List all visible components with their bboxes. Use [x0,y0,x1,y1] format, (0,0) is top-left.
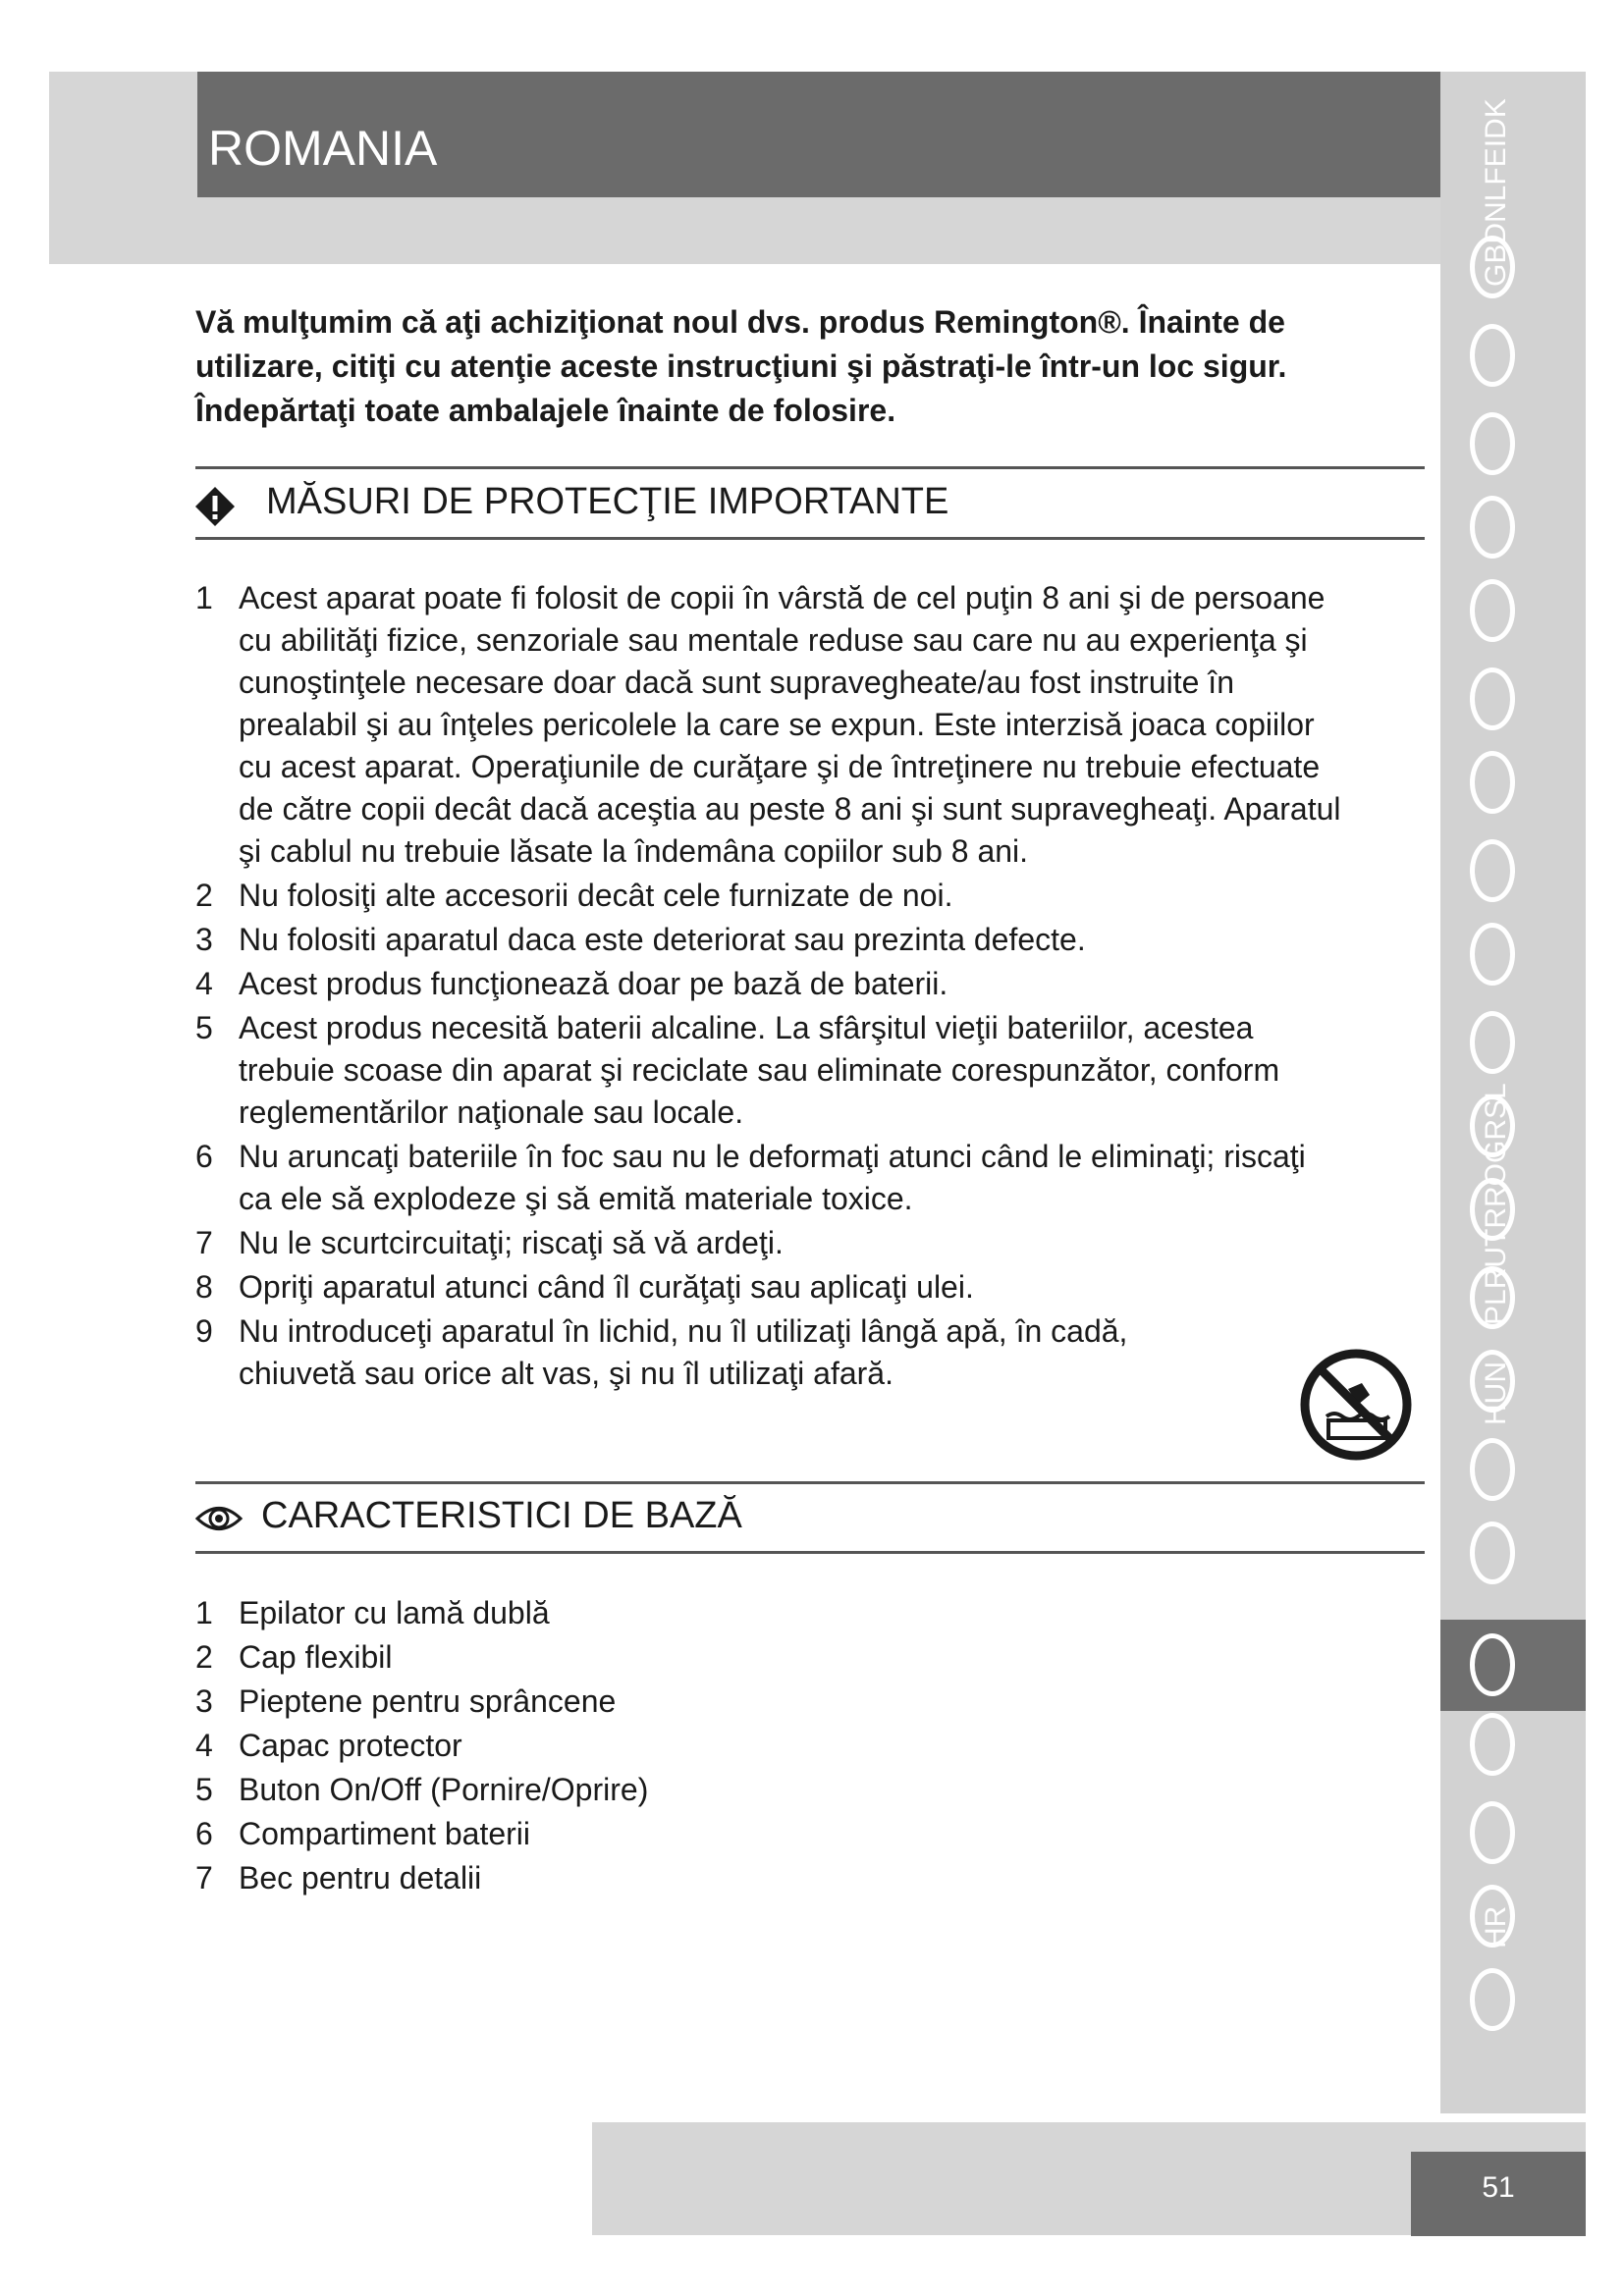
item-text: Bec pentru detalii [239,1860,482,1896]
section-divider [195,537,1425,540]
item-number: 3 [195,922,213,957]
item-text: Nu introduceţi aparatul în lichid, nu îl utilizaţi lângă apă, în cadă, chiuvetă sau orice alt vas, şi nu îl utilizaţi afară. [239,1313,1128,1391]
item-number: 5 [195,1010,213,1045]
item-number: 9 [195,1313,213,1349]
item-text: Nu folositi aparatul daca este deteriorat sau prezinta defecte. [239,922,1086,957]
language-tab-circle[interactable] [1470,579,1515,642]
item-text: Nu aruncaţi bateriile în foc sau nu le deformaţi atunci când le eliminaţi; riscaţi ca ele să explodeze şi să emită materiale toxice. [239,1139,1306,1216]
list-item [195,1636,1177,1679]
language-tab-circle[interactable] [1470,751,1515,814]
item-text: Nu folosiţi alte accesorii decât cele furnizate de noi. [239,878,953,913]
item-number: 6 [195,1139,213,1174]
item-text: Buton On/Off (Pornire/Oprire) [239,1772,649,1807]
language-tab-circle[interactable] [1470,839,1515,902]
language-tab-circle-active[interactable] [1470,1633,1515,1696]
safety-list [195,577,1344,1397]
features-list [195,1592,1177,1901]
list-item [195,1681,1177,1723]
language-tab-circle[interactable] [1470,412,1515,475]
item-number: 2 [195,1639,213,1675]
safety-section-title: MĂSURI DE PROTECŢIE IMPORTANTE [266,481,949,522]
item-number: 8 [195,1269,213,1305]
item-number: 1 [195,580,213,615]
item-text: Acest aparat poate fi folosit de copii în vârstă de cel puţin 8 ani şi de persoane cu abilităţi fizice, senzoriale sau mentale reduse sau care nu au experienţa şi cunoştinţele necesare doar dacă sunt supravegheate/au fost instruite în prealabil şi au înţeles pericolele la care se expun. Este interzisă joaca copiilor cu acest aparat. Operaţiunile de curăţare şi de întreţinere nu trebuie efectuate de către copii decât dacă aceştia au peste 8 ani şi sunt supravegheaţi. Aparatul şi cablul nu trebuie lăsate la îndemâna copiilor sub 8 ani. [239,580,1341,869]
item-number: 4 [195,966,213,1001]
item-text: Compartiment baterii [239,1816,530,1851]
item-text: Nu le scurtcircuitaţi; riscaţi să vă ardeţi. [239,1225,784,1260]
intro-paragraph: Vă mulţumim că aţi achiziţionat noul dvs. produs Remington®. Înainte de utilizare, citiţi cu atenţie aceste instrucţiuni şi păstraţi-le într-un loc sigur. Îndepărtaţi toate ambalajele înainte de folosire. [195,304,1287,428]
list-item [195,1266,1344,1308]
section-divider [195,466,1425,469]
list-item [195,1222,1344,1264]
language-tab-circle[interactable] [1470,324,1515,387]
item-text: Acest produs necesită baterii alcaline. La sfârşitul vieţii bateriilor, acestea trebuie scoase din aparat şi reciclate sau eliminate corespunzător, conform reglementărilor naţionale sau locale. [239,1010,1280,1130]
list-item [195,1310,1344,1395]
language-tab-strip [1440,72,1586,2113]
list-item [195,1007,1344,1134]
item-number: 2 [195,878,213,913]
list-item [195,963,1344,1005]
list-item [195,1725,1177,1767]
item-number: 3 [195,1683,213,1719]
item-text: Pieptene pentru sprâncene [239,1683,617,1719]
item-text: Opriţi aparatul atunci când îl curăţaţi sau aplicaţi ulei. [239,1269,974,1305]
language-tab-circle[interactable] [1470,1522,1515,1584]
language-tab-circle[interactable] [1470,667,1515,730]
language-tab-circle[interactable] [1470,496,1515,559]
warning-diamond-icon [193,485,237,533]
list-item [195,1769,1177,1811]
language-tab-circle[interactable] [1470,1011,1515,1074]
list-item [195,1813,1177,1855]
language-tab-circle[interactable] [1470,1713,1515,1776]
item-number: 5 [195,1772,213,1807]
language-label-top: GBDNLFEIDK [1480,98,1512,287]
language-tab-circle[interactable] [1470,1968,1515,2031]
language-tab-circle[interactable] [1470,1801,1515,1864]
section-divider [195,1481,1425,1484]
item-number: 7 [195,1860,213,1896]
item-number: 4 [195,1728,213,1763]
page-title: ROMANIA [208,121,438,176]
section-divider [195,1551,1425,1554]
item-text: Capac protector [239,1728,462,1763]
item-number: 6 [195,1816,213,1851]
list-item [195,1136,1344,1220]
language-label-bottom: HR [1480,1905,1512,1949]
no-water-icon [1299,1348,1413,1462]
item-text: Acest produs funcţionează doar pe bază de baterii. [239,966,948,1001]
item-text: Cap flexibil [239,1639,393,1675]
language-label-mid: PLRUTRROGRSL [1480,1083,1512,1325]
page-number: 51 [1482,2171,1515,2204]
item-number: 1 [195,1595,213,1630]
list-item [195,919,1344,961]
language-tab-circle[interactable] [1470,1438,1515,1501]
list-item [195,1592,1177,1634]
features-section-title: CARACTERISTICI DE BAZĂ [261,1495,742,1536]
language-tab-circle[interactable] [1470,923,1515,986]
item-text: Epilator cu lamă dublă [239,1595,550,1630]
eye-icon [194,1502,244,1540]
list-item [195,1857,1177,1899]
language-label-hun: HUN [1480,1362,1512,1425]
list-item [195,875,1344,917]
item-number: 7 [195,1225,213,1260]
list-item [195,577,1344,873]
